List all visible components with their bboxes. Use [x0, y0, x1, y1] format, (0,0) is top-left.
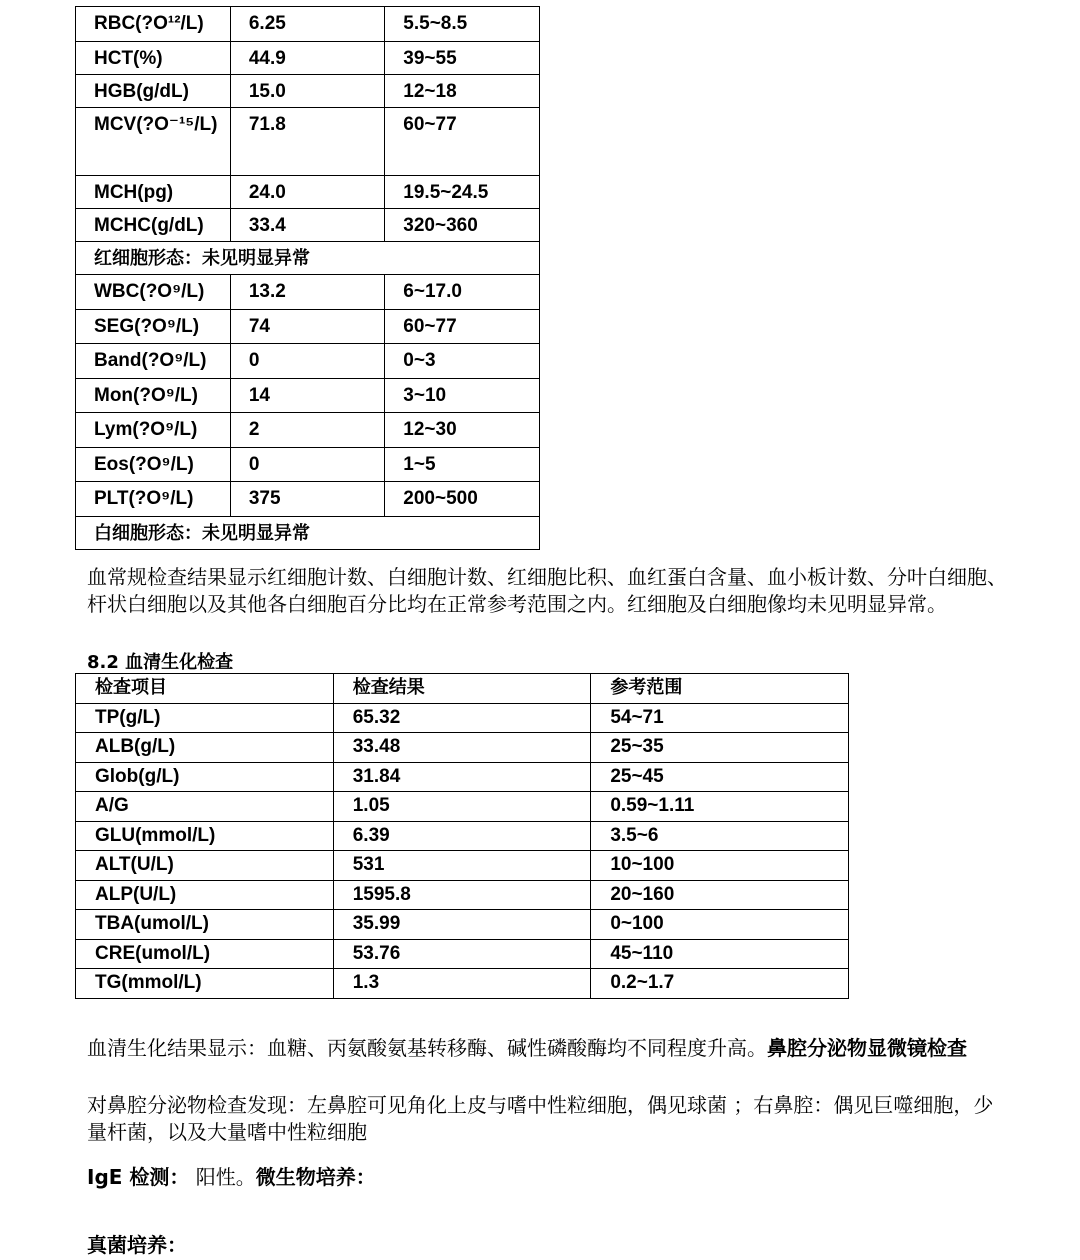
rbc-note: 红细胞形态：未见明显异常 [76, 242, 540, 275]
value-cell: 0 [230, 344, 384, 379]
item-cell: PLT(?O⁹/L) [76, 482, 231, 517]
range-cell: 0~100 [591, 910, 849, 940]
item-cell: ALT(U/L) [76, 851, 334, 881]
value-cell: 44.9 [230, 42, 384, 75]
ige-line [87, 1164, 1007, 1191]
range-cell: 54~71 [591, 703, 849, 733]
table-row [76, 733, 849, 763]
fungal-label: 真菌培养： [87, 1233, 187, 1257]
value-cell: 531 [333, 851, 591, 881]
value-cell: 53.76 [333, 939, 591, 969]
range-cell: 3~10 [385, 378, 540, 413]
range-cell: 3.5~6 [591, 821, 849, 851]
range-cell: 60~77 [385, 108, 540, 176]
nasal-text: 对鼻腔分泌物检查发现：左鼻腔可见角化上皮与嗜中性粒细胞，偶见球菌 ；右鼻腔：偶见巨噬细胞，少量杆菌，以及大量嗜中性粒细胞 [87, 1093, 994, 1144]
range-cell: 20~160 [591, 880, 849, 910]
section-title: 8.2 血清生化检查 [87, 652, 234, 673]
table-row [76, 703, 849, 733]
value-cell: 24.0 [230, 176, 384, 209]
range-cell: 25~35 [591, 733, 849, 763]
table-row [76, 821, 849, 851]
range-cell: 0.59~1.11 [591, 792, 849, 822]
table-row [76, 851, 849, 881]
column-header: 检查结果 [333, 674, 591, 704]
item-cell: ALB(g/L) [76, 733, 334, 763]
biochem-summary [87, 1035, 1007, 1062]
value-cell: 33.48 [333, 733, 591, 763]
item-cell: Glob(g/L) [76, 762, 334, 792]
item-cell: HCT(%) [76, 42, 231, 75]
range-cell: 200~500 [385, 482, 540, 517]
item-cell: Lym(?O⁹/L) [76, 413, 231, 448]
wbc-note: 白细胞形态：未见明显异常 [76, 516, 540, 549]
note-row [76, 516, 540, 549]
item-cell: ALP(U/L) [76, 880, 334, 910]
table-row [76, 42, 540, 75]
range-cell: 0.2~1.7 [591, 969, 849, 999]
table-row [76, 209, 540, 242]
value-cell: 14 [230, 378, 384, 413]
range-cell: 5.5~8.5 [385, 7, 540, 42]
ige-label: IgE 检测： [87, 1165, 190, 1189]
range-cell: 19.5~24.5 [385, 176, 540, 209]
table-row [76, 762, 849, 792]
item-cell: Eos(?O⁹/L) [76, 447, 231, 482]
header-row [76, 674, 849, 704]
range-cell: 25~45 [591, 762, 849, 792]
table-row [76, 378, 540, 413]
value-cell: 71.8 [230, 108, 384, 176]
value-cell: 6.39 [333, 821, 591, 851]
range-cell: 0~3 [385, 344, 540, 379]
cbc-summary: 血常规检查结果显示红细胞计数、白细胞计数、红细胞比积、血红蛋白含量、血小板计数、分叶白细胞、杆状白细胞以及其他各白细胞百分比均在正常参考范围之内。红细胞及白细胞像均未见明显异常。 [87, 565, 1007, 616]
table-row [76, 939, 849, 969]
range-cell: 45~110 [591, 939, 849, 969]
item-cell: MCV(?O⁻¹⁵/L) [76, 108, 231, 176]
value-cell: 2 [230, 413, 384, 448]
value-cell: 1595.8 [333, 880, 591, 910]
value-cell: 375 [230, 482, 384, 517]
value-cell: 74 [230, 309, 384, 344]
table-row [76, 7, 540, 42]
table-row [76, 910, 849, 940]
column-header: 检查项目 [76, 674, 334, 704]
item-cell: RBC(?O¹²/L) [76, 7, 231, 42]
range-cell: 320~360 [385, 209, 540, 242]
item-cell: MCH(pg) [76, 176, 231, 209]
range-cell: 12~18 [385, 75, 540, 108]
value-cell: 65.32 [333, 703, 591, 733]
value-cell: 33.4 [230, 209, 384, 242]
table-row [76, 969, 849, 999]
value-cell: 13.2 [230, 275, 384, 310]
value-cell: 1.05 [333, 792, 591, 822]
item-cell: A/G [76, 792, 334, 822]
nasal-title: 鼻腔分泌物显微镜检查 [767, 1036, 967, 1060]
table-row [76, 792, 849, 822]
value-cell: 0 [230, 447, 384, 482]
range-cell: 1~5 [385, 447, 540, 482]
ige-value: 阳性。 [195, 1165, 256, 1189]
range-cell: 60~77 [385, 309, 540, 344]
table-row [76, 108, 540, 176]
note-row [76, 242, 540, 275]
value-cell: 15.0 [230, 75, 384, 108]
table-row [76, 880, 849, 910]
item-cell: TBA(umol/L) [76, 910, 334, 940]
table-row [76, 176, 540, 209]
item-cell: GLU(mmol/L) [76, 821, 334, 851]
item-cell: TP(g/L) [76, 703, 334, 733]
biochem-table [75, 673, 849, 999]
item-cell: MCHC(g/dL) [76, 209, 231, 242]
culture-label: 微生物培养： [255, 1165, 376, 1189]
column-header: 参考范围 [591, 674, 849, 704]
value-cell: 6.25 [230, 7, 384, 42]
range-cell: 6~17.0 [385, 275, 540, 310]
range-cell: 39~55 [385, 42, 540, 75]
cbc-table [75, 6, 540, 550]
item-cell: CRE(umol/L) [76, 939, 334, 969]
table-row [76, 447, 540, 482]
value-cell: 35.99 [333, 910, 591, 940]
item-cell: SEG(?O⁹/L) [76, 309, 231, 344]
range-cell: 10~100 [591, 851, 849, 881]
value-cell: 1.3 [333, 969, 591, 999]
table-row [76, 413, 540, 448]
table-row [76, 309, 540, 344]
item-cell: TG(mmol/L) [76, 969, 334, 999]
item-cell: WBC(?O⁹/L) [76, 275, 231, 310]
table-row [76, 344, 540, 379]
item-cell: HGB(g/dL) [76, 75, 231, 108]
table-row [76, 482, 540, 517]
table-row [76, 275, 540, 310]
item-cell: Mon(?O⁹/L) [76, 378, 231, 413]
biochem-summary-text: 血清生化结果显示：血糖、丙氨酸氨基转移酶、碱性磷酸酶均不同程度升高。 [87, 1036, 767, 1060]
item-cell: Band(?O⁹/L) [76, 344, 231, 379]
range-cell: 12~30 [385, 413, 540, 448]
table-row [76, 75, 540, 108]
value-cell: 31.84 [333, 762, 591, 792]
